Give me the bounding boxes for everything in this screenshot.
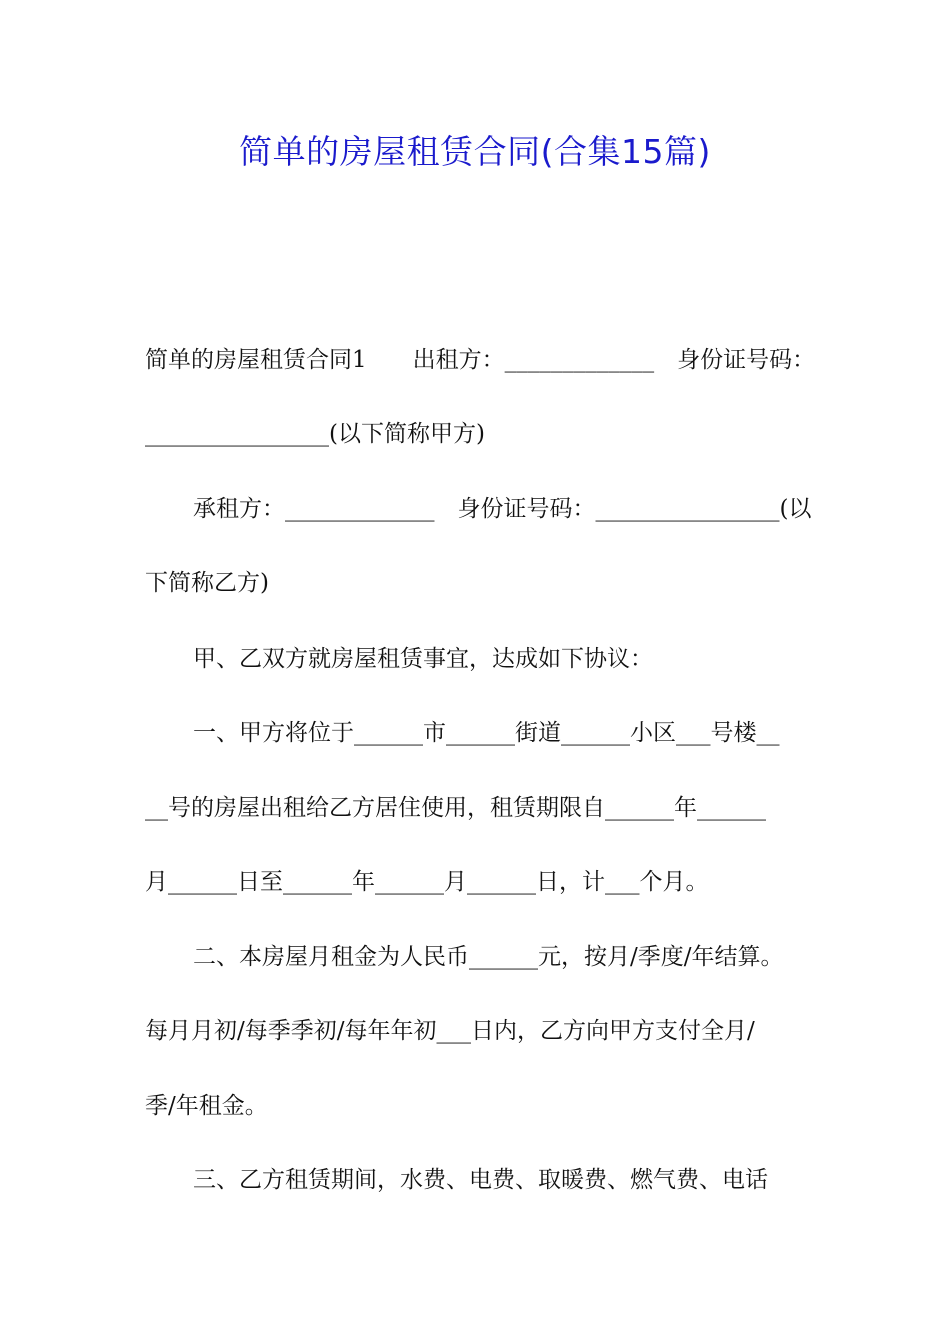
paragraph-line: __号的房屋出租给乙方居住使用，租赁期限自______年______ <box>145 795 766 821</box>
paragraph-line: 三、乙方租赁期间，水费、电费、取暖费、燃气费、电话 <box>193 1167 768 1193</box>
paragraph-line: 甲、乙双方就房屋租赁事宜，达成如下协议： <box>193 646 653 672</box>
paragraph-line: 简单的房屋租赁合同1 出租方：_____________ 身份证号码： <box>145 347 815 373</box>
paragraph-line: 季/年租金。 <box>145 1093 268 1119</box>
paragraph-line: 月______日至______年______月______日，计___个月。 <box>145 869 709 895</box>
paragraph-line: 每月月初/每季季初/每年年初___日内，乙方向甲方支付全月/ <box>145 1018 755 1044</box>
paragraph-line: ________________(以下简称甲方) <box>145 421 485 447</box>
paragraph-line: 二、本房屋月租金为人民币______元，按月/季度/年结算。 <box>193 944 784 970</box>
paragraph-line: 一、甲方将位于______市______街道______小区___号楼__ <box>193 720 780 746</box>
document-title: 简单的房屋租赁合同(合集15篇) <box>239 132 711 171</box>
paragraph-line: 承租方：_____________ 身份证号码：________________(以 <box>193 496 812 522</box>
paragraph-line: 下简称乙方) <box>145 570 269 596</box>
